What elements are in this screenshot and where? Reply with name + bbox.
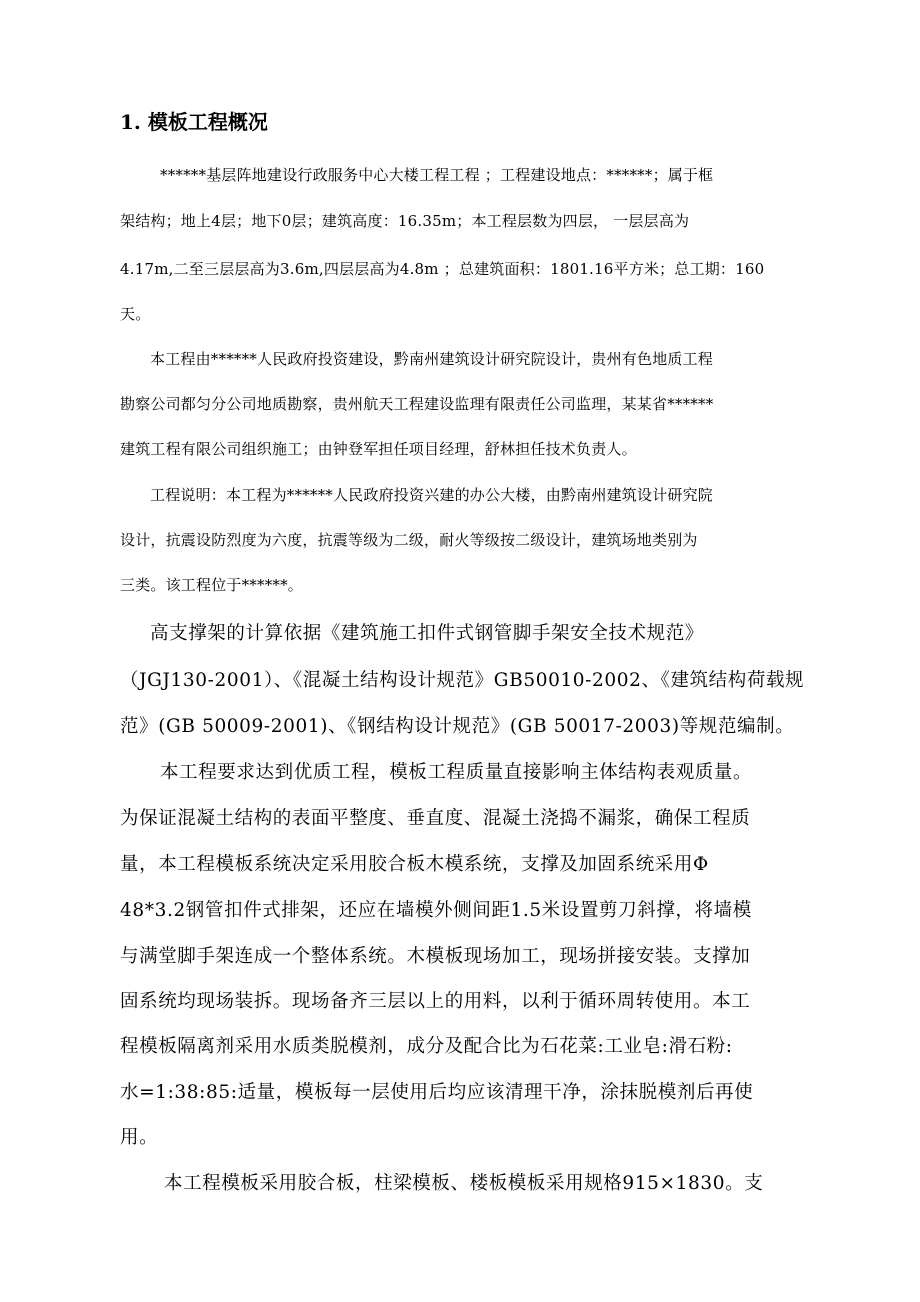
paragraph-2-line-1: 本工程由******人民政府投资建设，黔南州建筑设计研究院设计，贵州有色地质工程 <box>150 350 714 368</box>
paragraph-3-line-1: 工程说明：本工程为******人民政府投资兴建的办公大楼，由黔南州建筑设计研究院 <box>150 486 714 504</box>
paragraph-5-line-2: 为保证混凝土结构的表面平整度、垂直度、混凝土浇捣不漏浆，确保工程质 <box>120 808 751 829</box>
paragraph-5-line-8: 水=1:38:85:适量，模板每一层使用后均应该清理干净，涂抹脱模剂后再使 <box>120 1082 754 1103</box>
paragraph-5-line-1: 本工程要求达到优质工程，模板工程质量直接影响主体结构表观质量。 <box>160 762 753 783</box>
paragraph-3-line-3: 三类。该工程位于******。 <box>120 576 304 594</box>
paragraph-2-line-2: 勘察公司都匀分公司地质勘察，贵州航天工程建设监理有限责任公司监理，某某省****** <box>120 395 714 413</box>
paragraph-5-line-4: 48*3.2钢管扣件式排架，还应在墙模外侧间距1.5米设置剪刀斜撑，将墙模 <box>120 900 752 921</box>
paragraph-1-line-1: ******基层阵地建设行政服务中心大楼工程工程 ；工程建设地点：******；属于框 <box>160 166 714 184</box>
paragraph-4-line-1: 高支撑架的计算依据《建筑施工扣件式钢管脚手架安全技术规范》 <box>150 623 704 644</box>
paragraph-6-line-1: 本工程模板采用胶合板，柱梁模板、楼板模板采用规格915×1830。支 <box>164 1173 764 1194</box>
paragraph-2-line-3: 建筑工程有限公司组织施工；由钟登军担任项目经理，舒林担任技术负责人。 <box>120 440 637 458</box>
paragraph-4-line-2: （JGJ130-2001）、《混凝土结构设计规范》GB50010-2002、《建筑结构荷载规 <box>120 670 805 691</box>
paragraph-5-line-7: 程模板隔离剂采用水质类脱模剂，成分及配合比为石花菜:工业皂:滑石粉: <box>120 1036 733 1057</box>
paragraph-1-line-3: 4.17m,二至三层层高为3.6m,四层层高为4.8m ；总建筑面积：1801.16平方米；总工期：160 <box>120 260 765 278</box>
paragraph-5-line-5: 与满堂脚手架连成一个整体系统。木模板现场加工，现场拼接安装。支撑加 <box>120 946 751 967</box>
paragraph-5-line-3: 量，本工程模板系统决定采用胶合板木模系统，支撑及加固系统采用Φ <box>120 854 709 875</box>
paragraph-1-line-2: 架结构；地上4层；地下0层；建筑高度：16.35m；本工程层数为四层， 一层层高为 <box>120 212 690 230</box>
paragraph-5-line-9: 用。 <box>120 1127 159 1148</box>
paragraph-3-line-2: 设计，抗震设防烈度为六度，抗震等级为二级，耐火等级按二级设计，建筑场地类别为 <box>120 531 698 549</box>
paragraph-1-line-4: 天。 <box>120 305 151 323</box>
paragraph-4-line-3: 范》(GB 50009-2001)、《钢结构设计规范》(GB 50017-2003)等规范编制。 <box>120 716 795 737</box>
paragraph-5-line-6: 固系统均现场装拆。现场备齐三层以上的用料，以利于循环周转使用。本工 <box>120 991 751 1012</box>
section-heading: 1. 模板工程概况 <box>120 110 268 134</box>
